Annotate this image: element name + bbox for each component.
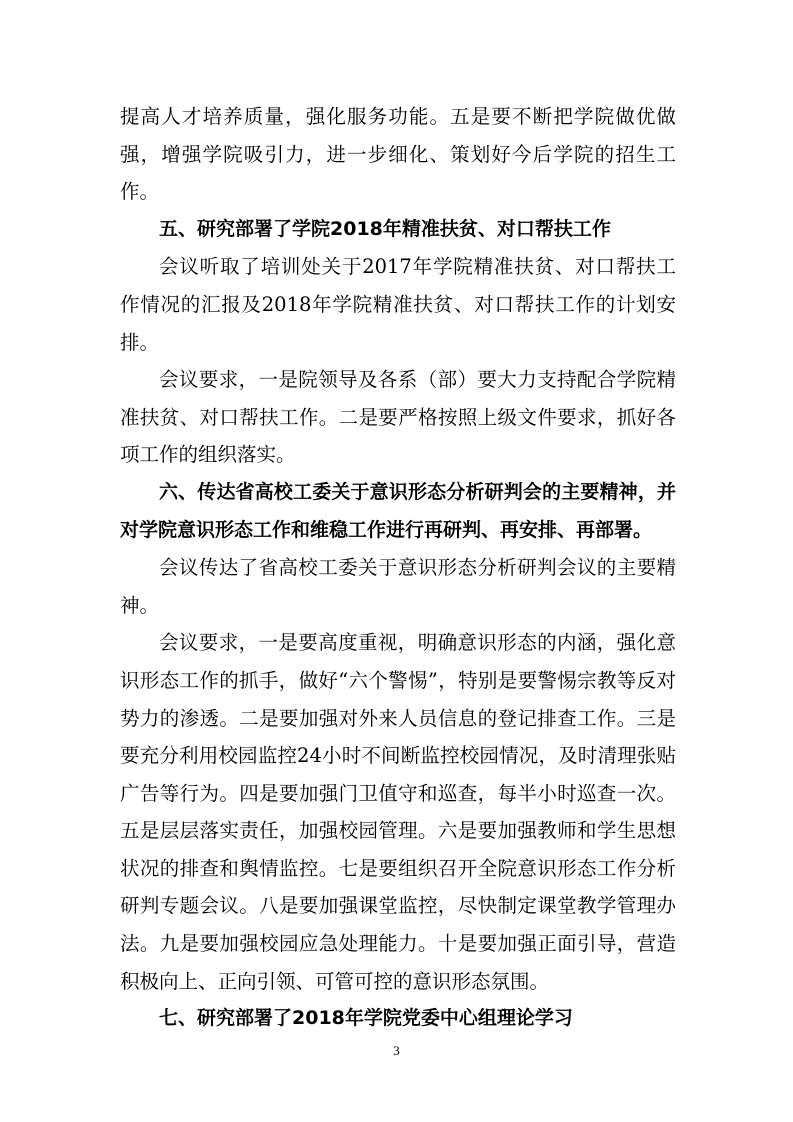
- paragraph-5: 会议要求，一是要高度重视，明确意识形态的内涵，强化意识形态工作的抓手，做好“六个警惕”，特别是要警惕宗教等反对势力的渗透。二是要加强对外来人员信息的登记排查工作。三是要充分利用校园监控24小时不间断监控校园情况，及时清理张贴广告等行为。四是要加强门卫值守和巡查，每半小时巡查一次。五是层层落实责任，加强校园管理。六是要加强教师和学生思想状况的排查和舆情监控。七是要组织召开全院意识形态工作分析研判专题会议。八是要加强课堂监控，尽快制定课堂教学管理办法。九是要加强校园应急处理能力。十是要加强正面引导，营造积极向上、正向引领、可管可控的意识形态氛围。: [120, 631, 676, 993]
- section-heading-6: 六、传达省高校工委关于意识形态分析研判会的主要精神，并对学院意识形态工作和维稳工作进行再研判、再安排、再部署。: [120, 480, 676, 541]
- section-heading-7: 七、研究部署了2018年学院党委中心组理论学习: [159, 1007, 573, 1030]
- paragraph-2: 会议听取了培训处关于2017年学院精准扶贫、对口帮扶工作情况的汇报及2018年学院精准扶贫、对口帮扶工作的计划安排。: [120, 255, 676, 354]
- paragraph-1: 提高人才培养质量，强化服务功能。五是要不断把学院做优做强，增强学院吸引力，进一步细化、策划好今后学院的招生工作。: [120, 105, 676, 204]
- paragraph-3: 会议要求，一是院领导及各系（部）要大力支持配合学院精准扶贫、对口帮扶工作。二是要严格按照上级文件要求，抓好各项工作的组织落实。: [120, 368, 676, 467]
- section-heading-5: 五、研究部署了学院2018年精准扶贫、对口帮扶工作: [159, 217, 611, 240]
- page-number: 3: [393, 1043, 400, 1058]
- paragraph-4: 会议传达了省高校工委关于意识形态分析研判会议的主要精神。: [120, 556, 676, 617]
- document-body: [120, 98, 676, 1038]
